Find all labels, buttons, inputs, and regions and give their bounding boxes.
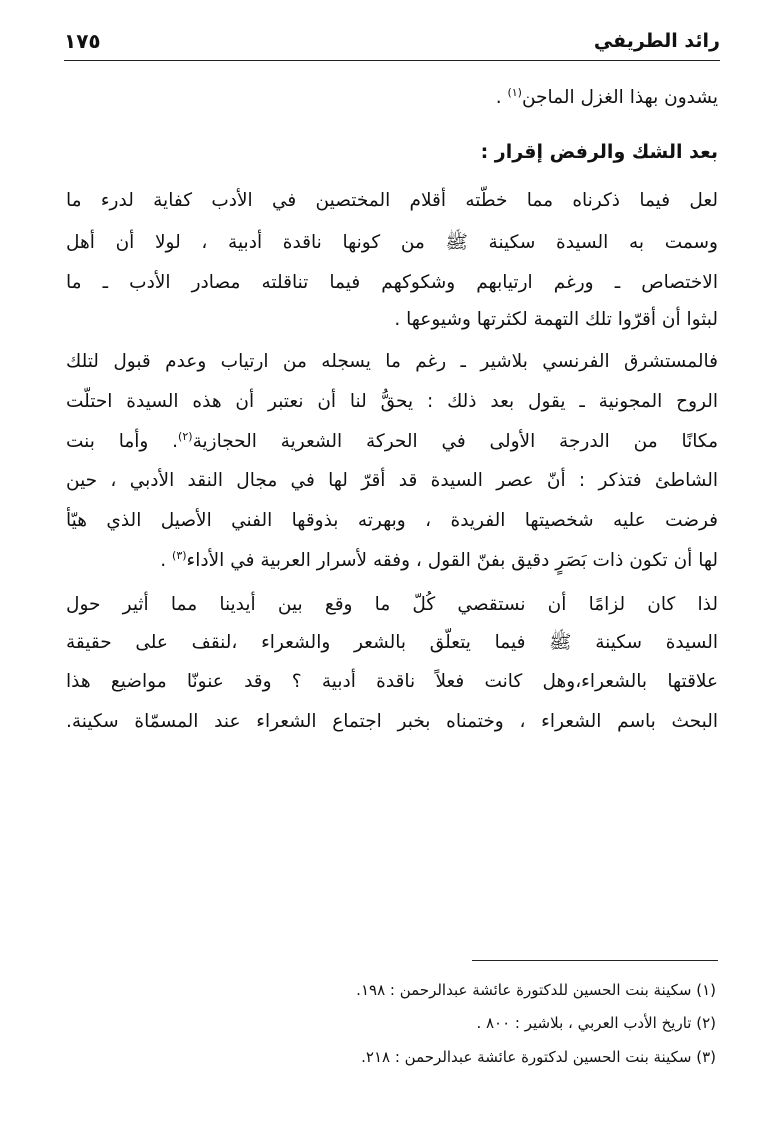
- paragraph1-line: وسمت به السيدة سكينة ﷺ من كونها ناقدة أدبية ، لولا أن أهل: [66, 232, 718, 253]
- footnote-divider: [472, 960, 718, 961]
- paragraph2-line6-end: .: [160, 550, 173, 571]
- section-heading: بعد الشك والرفض إقرار :: [480, 141, 718, 163]
- paragraph2-line: فرضت عليه شخصيتها الفريدة ، وبهرته بذوقها الفني الأصيل الذي هيّأ: [66, 510, 718, 531]
- footnote-1: (١) سكينة بنت الحسين للدكتورة عائشة عبدالرحمن : ١٩٨.: [356, 981, 716, 999]
- paragraph2-line: [66, 541, 718, 581]
- footnote-ref-3: (٣): [172, 548, 187, 562]
- paragraph2-line3-end: . وأما بنت: [66, 431, 179, 452]
- footnote-3: (٣) سكينة بنت الحسين لدكتورة عائشة عبدالرحمن : ٢١٨.: [361, 1048, 716, 1066]
- paragraph3-line: لذا كان لزامًا أن نستقصي كُلّ ما وقع بين أيدينا مما أثير حول: [66, 594, 718, 615]
- intro-line: [66, 78, 718, 118]
- intro-text: يشدون بهذا الغزل الماجن: [521, 87, 718, 108]
- paragraph3-line: البحث باسم الشعراء ، وختمناه بخبر اجتماع الشعراء عند المسمّاة سكينة.: [66, 711, 718, 732]
- footnote-2: (٢) تاريخ الأدب العربي ، بلاشير : ٨٠٠ .: [476, 1014, 716, 1032]
- intro-end: .: [495, 87, 508, 108]
- footnote-ref-1: (١): [507, 85, 522, 99]
- paragraph2-line: الشاطئ فتذكر : أنّ عصر السيدة قد أقرّ لها في مجال النقد الأدبي ، حين: [66, 470, 718, 491]
- paragraph1-line: لبثوا أن أقرّوا تلك التهمة لكثرتها وشيوعها .: [394, 309, 718, 330]
- paragraph2-line3-text: مكانًا من الدرجة الأولى في الحركة الشعرية الحجازية: [192, 431, 718, 452]
- paragraph3-line: علاقتها بالشعراء،وهل كانت فعلاً ناقدة أدبية ؟ وقد عنونّا مواضيع هذا: [66, 671, 718, 692]
- paragraph1-line: لعل فيما ذكرناه مما خطّته أقلام المختصين في الأدب كفاية لدرء ما: [66, 190, 718, 211]
- paragraph2-line: [66, 422, 718, 462]
- paragraph2-line: الروح المجونية ـ يقول بعد ذلك : يحقُّ لنا أن نعتبر أن هذه السيدة احتلّت: [66, 391, 718, 412]
- paragraph3-line: السيدة سكينة ﷺ فيما يتعلّق بالشعر والشعراء ،لنقف على حقيقة: [66, 632, 718, 653]
- running-header: [64, 26, 720, 61]
- paragraph1-line: الاختصاص ـ ورغم ارتيابهم وشكوكهم فيما تناقلته مصادر الأدب ـ ما: [66, 272, 718, 293]
- paragraph2-line: فالمستشرق الفرنسي بلاشير ـ رغم ما يسجله من ارتياب وعدم قبول لتلك: [66, 351, 718, 372]
- footnote-ref-2: (٢): [178, 429, 193, 443]
- page-number: ١٧٥: [64, 29, 101, 53]
- header-author: رائد الطريفي: [593, 30, 720, 52]
- paragraph2-line6-text: لها أن تكون ذات بَصَرٍ دقيق بفنّ القول ، وفقه لأسرار العربية في الأداء: [186, 550, 718, 571]
